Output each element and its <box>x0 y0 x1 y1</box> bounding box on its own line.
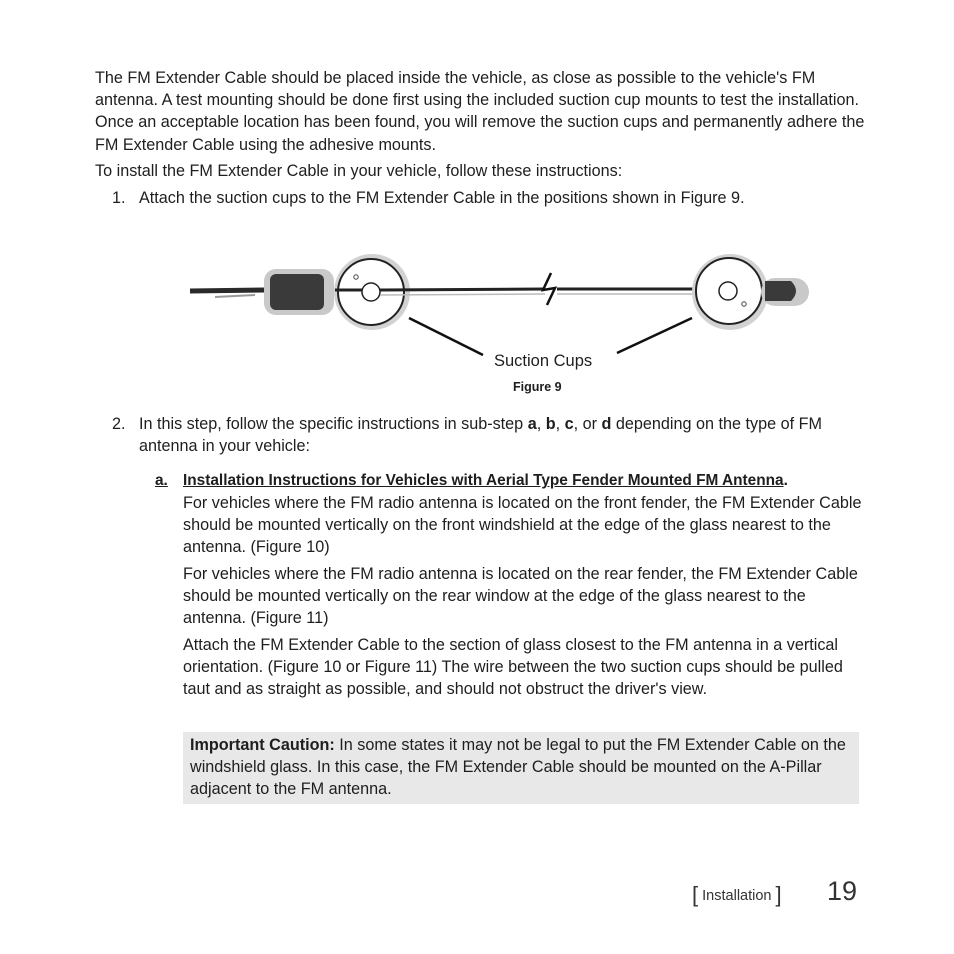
substep-a-heading: Installation Instructions for Vehicles with Aerial Type Fender Mounted FM Antenna. <box>183 472 788 489</box>
break-symbol <box>543 273 555 305</box>
substep-a-paragraph: For vehicles where the FM radio antenna is located on the rear fender, the FM Extender Cable should be mounted vertically on the rear window at the edge of the glass nearest to the antenna. (Figure 11) <box>183 565 858 628</box>
footer-section-label: [ Installation ] <box>692 882 782 907</box>
step-1-text: Attach the suction cups to the FM Extender Cable in the positions shown in Figure 9. <box>139 189 745 207</box>
substep-a-paragraph: For vehicles where the FM radio antenna is located on the front fender, the FM Extender Cable should be mounted vertically on the front windshield at the edge of the glass nearest to the antenna. (Figure 10) <box>183 494 862 557</box>
cable-end-left <box>190 290 265 291</box>
substep-a-paragraph: Attach the FM Extender Cable to the section of glass closest to the FM antenna in a vertical orientation. (Figure 10 or Figure 11) The wire between the two suction cups should be pulled taut and as straight as possible, and should not obstruct the driver's view. <box>183 636 843 699</box>
figure-caption: Figure 9 <box>513 380 562 394</box>
caution-label: Important Caution: <box>190 736 335 754</box>
important-caution-box <box>183 732 859 804</box>
intro-paragraph: The FM Extender Cable should be placed inside the vehicle, as close as possible to the vehicle's FM antenna. A test mounting should be done first using the included suction cup mounts to test the installation. Once an acceptable location has been found, you will remove the suction cups and permanently adhere the FM Extender Cable using the adhesive mounts. <box>95 69 865 154</box>
ferrite-core <box>270 274 324 310</box>
suction-cups-label: Suction Cups <box>494 352 593 370</box>
substep-ref-d: d <box>601 415 612 433</box>
caution-text: In some states it may not be legal to put the FM Extender Cable on the windshield glass. In this case, the FM Extender Cable should be mounted on the A-Pillar adjacent to the FM antenna. <box>190 736 846 798</box>
substep-ref-b: b <box>545 415 556 433</box>
step-2-number: 2. <box>112 415 126 433</box>
substep-ref-a: a <box>527 415 537 433</box>
step-2-text: In this step, follow the specific instructions in sub-step a, b, c, or d depending on the type of FM antenna in your vehicle: <box>139 415 822 456</box>
substep-a-letter: a. <box>155 472 168 489</box>
page-number: 19 <box>827 876 858 906</box>
step-1-number: 1. <box>112 189 126 207</box>
instructions-lead: To install the FM Extender Cable in your vehicle, follow these instructions: <box>95 162 623 180</box>
substep-ref-c: c <box>564 415 574 433</box>
cable-end-cap <box>765 281 796 301</box>
